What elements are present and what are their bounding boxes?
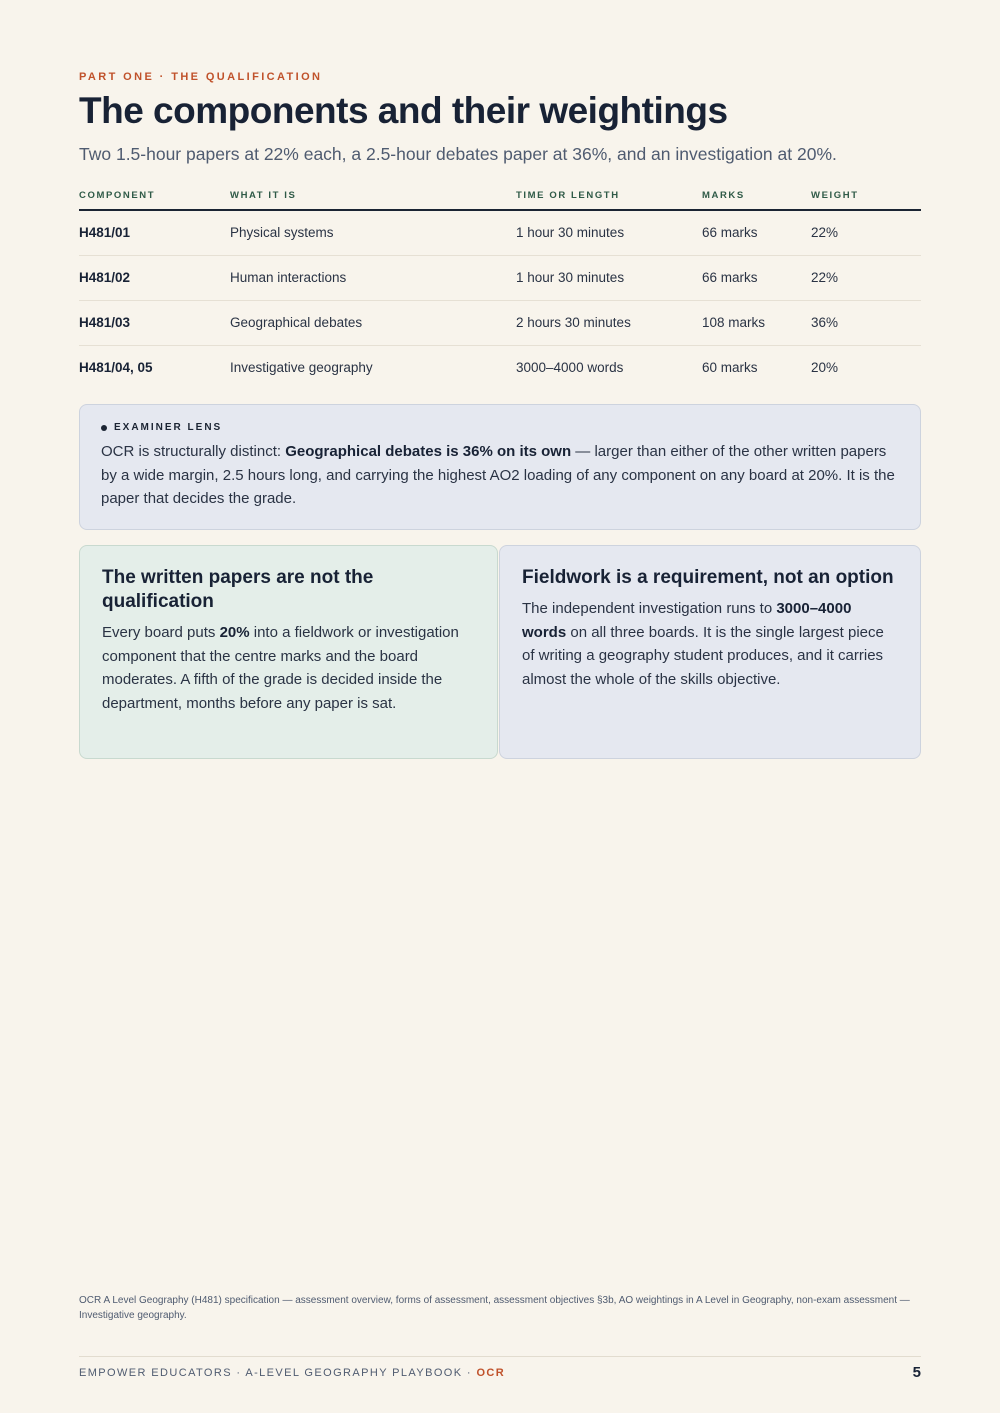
- component-code: H481/01: [79, 210, 230, 255]
- bullet-dot-icon: [101, 425, 107, 431]
- component-marks: 60 marks: [702, 360, 758, 376]
- card-text-rest: on all three boards. It is the single largest piece of writing a geography student produces, and it carries almost the whole of the skills objective.: [522, 623, 884, 688]
- component-time: 1 hour 30 minutes: [516, 255, 702, 300]
- component-time: 3000–4000 words: [516, 360, 624, 376]
- component-time: 1 hour 30 minutes: [516, 210, 702, 255]
- column-header-weight: WEIGHT: [811, 185, 921, 210]
- component-marks: 108 marks: [702, 300, 811, 345]
- examiner-lens-label-text: EXAMINER LENS: [114, 422, 223, 433]
- footer-board: OCR: [476, 1367, 506, 1379]
- component-code: H481/02: [79, 255, 230, 300]
- page-subtitle: Two 1.5-hour papers at 22% each, a 2.5-hour debates paper at 36%, and an investigation at 20%.: [79, 144, 837, 164]
- component-code: H481/03: [79, 300, 230, 345]
- card-text: [102, 621, 475, 715]
- column-header-what: WHAT IT IS: [230, 185, 516, 210]
- table-header-row: [79, 185, 921, 210]
- component-weight: 22%: [811, 255, 921, 300]
- footer-title-text: EMPOWER EDUCATORS · A-LEVEL GEOGRAPHY PLAYBOOK ·: [79, 1367, 477, 1379]
- lens-text-emphasis: Geographical debates is 36% on its own: [285, 443, 572, 460]
- page-title: The components and their weightings: [79, 90, 728, 131]
- card-text-lead: The independent investigation runs to: [522, 600, 777, 617]
- component-name: Physical systems: [230, 210, 516, 255]
- source-note: OCR A Level Geography (H481) specification — assessment overview, forms of assessment, assessment objectives §3b, AO weightings in A Level in Geography, non-exam assessment — Investigative geography.: [79, 1295, 910, 1321]
- page-number: 5: [912, 1364, 921, 1381]
- card-text: [522, 597, 898, 691]
- examiner-lens-text: [101, 440, 899, 511]
- table-row: [79, 210, 921, 255]
- card-title: The written papers are not the qualification: [102, 567, 374, 612]
- component-name: Geographical debates: [230, 300, 516, 345]
- footer-running-title: [79, 1367, 505, 1379]
- card-title: Fieldwork is a requirement, not an option: [522, 567, 894, 588]
- examiner-lens-callout: [79, 404, 921, 530]
- card-text-lead: Every board puts: [102, 624, 220, 641]
- table-row: [79, 300, 921, 345]
- written-papers-card: [79, 545, 498, 759]
- components-table: [79, 185, 921, 390]
- component-time: 2 hours 30 minutes: [516, 300, 702, 345]
- fieldwork-card: [499, 545, 921, 759]
- table-row: [79, 345, 921, 390]
- page: [79, 0, 921, 1413]
- table-row: [79, 255, 921, 300]
- card-text-emphasis: 20%: [219, 624, 250, 641]
- component-weight: 22%: [811, 210, 921, 255]
- card-text-rest: into a fieldwork or investigation component that the centre marks and the board moderates. A fifth of the grade is decided inside the department, months before any paper is sat.: [102, 624, 459, 712]
- column-header-component: COMPONENT: [79, 185, 230, 210]
- section-eyebrow: PART ONE · THE QUALIFICATION: [79, 71, 323, 83]
- footer-divider: [79, 1356, 921, 1357]
- lens-text-lead: OCR is structurally distinct:: [101, 443, 286, 460]
- component-marks: 66 marks: [702, 255, 811, 300]
- column-header-marks: MARKS: [702, 185, 811, 210]
- component-weight: 20%: [811, 360, 839, 376]
- examiner-lens-label: [101, 422, 899, 433]
- card-text-emphasis: 3000–4000 words: [522, 600, 852, 641]
- component-code: H481/04, 05: [79, 360, 153, 376]
- lens-text-rest: — larger than either of the other written papers by a wide margin, 2.5 hours long, and carrying the highest AO2 loading of any component on any board at 20%. It is the paper that decides the grade.: [101, 443, 895, 507]
- column-header-time: TIME OR LENGTH: [516, 185, 702, 210]
- component-name: Human interactions: [230, 255, 516, 300]
- component-weight: 36%: [811, 300, 921, 345]
- component-name: Investigative geography: [230, 360, 373, 376]
- component-marks: 66 marks: [702, 210, 811, 255]
